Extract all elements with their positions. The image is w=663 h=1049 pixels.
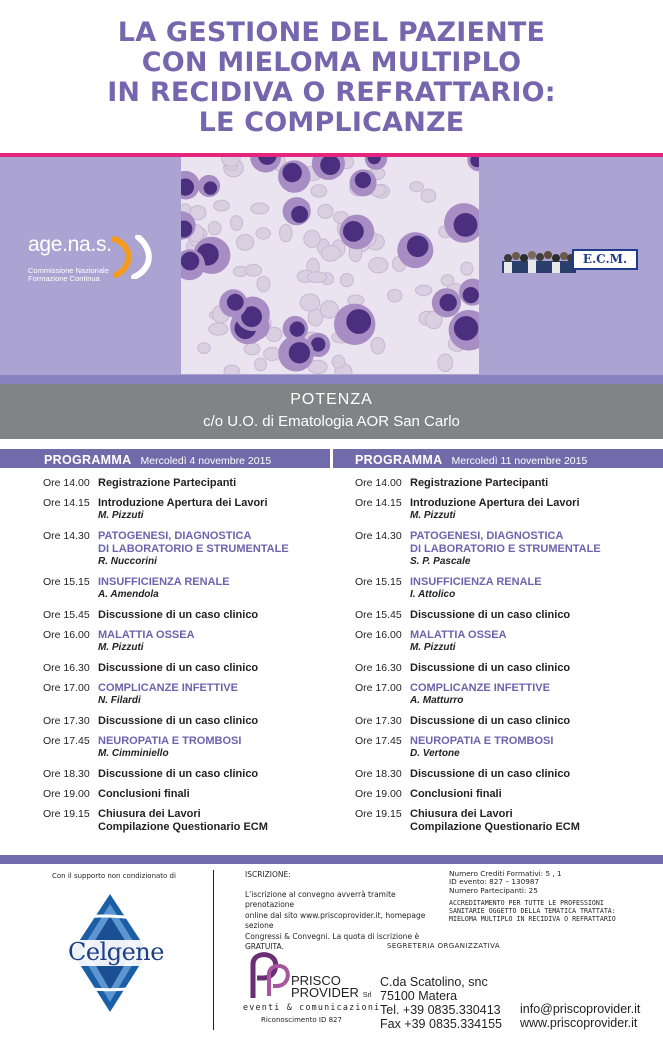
program-speaker: M. Pizzuti	[98, 642, 144, 653]
registration-info	[245, 870, 445, 953]
program-speaker: M. Pizzuti	[410, 642, 456, 653]
program-time: Ore 15.45	[43, 609, 90, 621]
program-time: Ore 15.45	[355, 609, 402, 621]
program-item	[355, 662, 655, 675]
program-item	[43, 629, 343, 654]
program-item	[43, 682, 343, 707]
program-time: Ore 19.00	[355, 788, 402, 800]
program-session-title: Discussione di un caso clinico	[98, 662, 259, 674]
program-session-title: Discussione di un caso clinico	[98, 715, 259, 727]
program-time: Ore 14.00	[43, 477, 90, 489]
microscopy-image	[181, 157, 479, 374]
program-item	[355, 735, 655, 760]
program-header-left	[0, 449, 330, 468]
address-street: C.da Scatolino, snc	[380, 975, 488, 989]
program-item	[43, 576, 343, 601]
accreditation	[449, 899, 659, 923]
program-list-left	[43, 477, 343, 842]
program-time: Ore 17.45	[43, 735, 90, 747]
program-time: Ore 15.15	[355, 576, 402, 588]
program-item	[355, 808, 655, 834]
prisco-recognition: Riconoscimento ID 827	[261, 1016, 342, 1024]
fax: Fax +39 0835.334155	[380, 1017, 502, 1031]
accreditation-3: MIELOMA MULTIPLO IN RECIDIVA O REFRATTARIO	[449, 915, 616, 924]
program-item	[355, 788, 655, 801]
ecm-badge: E.C.M.	[572, 249, 638, 270]
program-date: Mercoledì 11 novembre 2015	[451, 455, 588, 467]
program-session-title: Introduzione Apertura dei Lavori	[98, 497, 268, 509]
program-session-title: COMPLICANZE INFETTIVE	[410, 682, 550, 694]
program-item	[43, 530, 343, 568]
program-list-right	[355, 477, 655, 842]
agenas-logo	[28, 233, 158, 283]
program-item	[43, 735, 343, 760]
program-speaker: N. Filardi	[98, 695, 141, 706]
event-id: ID evento: 827 – 130987	[449, 877, 540, 887]
program-speaker: A. Matturro	[410, 695, 464, 706]
program-item	[355, 682, 655, 707]
credits-count: Numero Crediti Formativi: 5 , 1	[449, 869, 562, 878]
program-date: Mercoledì 4 novembre 2015	[140, 455, 272, 467]
program-session-title: Chiusura dei Lavori	[410, 808, 513, 820]
program-item	[355, 477, 655, 490]
venue-top-strip	[0, 375, 663, 384]
program-time: Ore 19.15	[355, 808, 402, 820]
program-item	[355, 768, 655, 781]
program-session-title: MALATTIA OSSEA	[410, 629, 507, 641]
email-link[interactable]: info@priscoprovider.it	[520, 1002, 641, 1016]
celgene-logo	[38, 890, 208, 1025]
program-label: PROGRAMMA	[44, 453, 132, 467]
sponsor-name: Celgene	[68, 938, 164, 966]
credits-info	[449, 870, 659, 923]
agenas-name: age.na.s.	[28, 233, 112, 256]
program-time: Ore 18.30	[355, 768, 402, 780]
accreditation-1: ACCREDITAMENTO PER TUTTE LE PROFESSIONI	[449, 899, 604, 908]
program-time: Ore 16.30	[43, 662, 90, 674]
program-item	[355, 715, 655, 728]
program-speaker: S. P. Pascale	[410, 556, 471, 567]
prisco-srl: Srl	[362, 992, 372, 999]
program-item	[43, 808, 343, 834]
program-item	[355, 530, 655, 568]
program-label: PROGRAMMA	[355, 453, 443, 467]
prisco-tagline: eventi & comunicazioni	[243, 1002, 381, 1012]
program-time: Ore 15.15	[43, 576, 90, 588]
program-session-title: Conclusioni finali	[98, 788, 190, 800]
venue-location: c/o U.O. di Ematologia AOR San Carlo	[203, 413, 460, 430]
program-item	[355, 629, 655, 654]
program-item	[43, 788, 343, 801]
program-time: Ore 17.00	[355, 682, 402, 694]
poster-title	[0, 18, 663, 138]
program-session-title: MALATTIA OSSEA	[98, 629, 195, 641]
program-header-right	[333, 449, 663, 468]
program-session-title: Chiusura dei Lavori	[98, 808, 201, 820]
program-session-title: PATOGENESI, DIAGNOSTICA	[410, 530, 564, 542]
program-item	[43, 715, 343, 728]
program-session-title: Registrazione Partecipanti	[410, 477, 549, 489]
participants-count: Numero Partecipanti: 25	[449, 885, 538, 895]
program-time: Ore 16.00	[355, 629, 402, 641]
program-item	[355, 576, 655, 601]
program-time: Ore 14.30	[43, 530, 90, 542]
program-session-subtitle: Compilazione Questionario ECM	[410, 821, 580, 833]
program-session-title: Introduzione Apertura dei Lavori	[410, 497, 580, 509]
program-time: Ore 17.45	[355, 735, 402, 747]
program-session-title: Conclusioni finali	[410, 788, 502, 800]
prisco-mark-icon	[245, 950, 293, 1000]
program-time: Ore 14.15	[43, 497, 90, 509]
program-time: Ore 18.30	[43, 768, 90, 780]
ecm-logo	[502, 245, 640, 275]
title-line-2: CON MIELOMA MULTIPLO	[141, 47, 522, 78]
program-time: Ore 19.00	[43, 788, 90, 800]
program-speaker: A. Amendola	[98, 589, 159, 600]
program-item	[43, 477, 343, 490]
agenas-sub-1: Commissione Nazionale	[28, 266, 109, 275]
website-link[interactable]: www.priscoprovider.it	[520, 1016, 638, 1030]
program-session-subtitle: Compilazione Questionario ECM	[98, 821, 268, 833]
program-time: Ore 16.30	[355, 662, 402, 674]
title-line-3: IN RECIDIVA O REFRATTARIO:	[107, 77, 556, 108]
agenas-sub-2: Formazione Continua	[28, 274, 100, 283]
program-item	[355, 609, 655, 622]
program-speaker: M. Pizzuti	[410, 510, 456, 521]
program-item	[43, 497, 343, 522]
accreditation-2: SANITARIE OGGETTO DELLA TEMATICA TRATTATA:	[449, 907, 616, 916]
program-session-subtitle: DI LABORATORIO E STRUMENTALE	[410, 543, 601, 555]
registration-title: ISCRIZIONE:	[245, 870, 291, 879]
program-session-title: Discussione di un caso clinico	[98, 609, 259, 621]
program-item	[43, 609, 343, 622]
doctors-group-icon	[502, 247, 576, 273]
program-speaker: M. Cimminiello	[98, 748, 169, 759]
program-session-title: Discussione di un caso clinico	[98, 768, 259, 780]
prisco-name-1: PRISCO	[291, 973, 341, 988]
program-time: Ore 14.00	[355, 477, 402, 489]
program-item	[43, 768, 343, 781]
program-session-title: Registrazione Partecipanti	[98, 477, 237, 489]
program-speaker: M. Pizzuti	[98, 510, 144, 521]
organizing-secretariat-label: SEGRETERIA ORGANIZZATIVA	[387, 942, 501, 950]
support-note: Con il supporto non condizionato di	[52, 872, 176, 880]
program-speaker: R. Nuccorini	[98, 556, 157, 567]
program-time: Ore 14.30	[355, 530, 402, 542]
program-session-title: NEUROPATIA E TROMBOSI	[98, 735, 242, 747]
program-session-subtitle: DI LABORATORIO E STRUMENTALE	[98, 543, 289, 555]
program-speaker: D. Vertone	[410, 748, 460, 759]
registration-text-3: Congressi & Convegni. La quota di iscrizione è GRATUITA.	[245, 931, 420, 951]
program-speaker: I. Attolico	[410, 589, 456, 600]
program-time: Ore 14.15	[355, 497, 402, 509]
program-session-title: Discussione di un caso clinico	[410, 715, 571, 727]
program-time: Ore 17.00	[43, 682, 90, 694]
venue-band	[0, 384, 663, 439]
registration-text-2: online dal sito www.priscoprovider.it, homepage sezione	[245, 910, 426, 930]
program-time: Ore 17.30	[355, 715, 402, 727]
program-session-title: Discussione di un caso clinico	[410, 768, 571, 780]
program-session-title: NEUROPATIA E TROMBOSI	[410, 735, 554, 747]
address-block	[380, 975, 502, 1031]
program-session-title: PATOGENESI, DIAGNOSTICA	[98, 530, 252, 542]
program-session-title: COMPLICANZE INFETTIVE	[98, 682, 238, 694]
program-session-title: INSUFFICIENZA RENALE	[98, 576, 230, 588]
program-time: Ore 19.15	[43, 808, 90, 820]
registration-text-1: L'iscrizione al convegno avverrà tramite prenotazione	[245, 889, 396, 909]
program-session-title: Discussione di un caso clinico	[410, 662, 571, 674]
title-line-4: LE COMPLICANZE	[198, 107, 465, 138]
venue-city: POTENZA	[290, 391, 373, 408]
program-session-title: INSUFFICIENZA RENALE	[410, 576, 542, 588]
address-city: 75100 Matera	[380, 989, 458, 1003]
prisco-name-2: PROVIDER	[291, 985, 359, 1000]
program-session-title: Discussione di un caso clinico	[410, 609, 571, 621]
program-time: Ore 17.30	[43, 715, 90, 727]
program-time: Ore 16.00	[43, 629, 90, 641]
title-line-1: LA GESTIONE DEL PAZIENTE	[117, 17, 546, 48]
program-item	[43, 662, 343, 675]
program-item	[355, 497, 655, 522]
footer-divider	[0, 855, 663, 864]
agenas-mark-icon	[112, 235, 158, 279]
contact-block	[520, 1002, 640, 1030]
prisco-provider-logo	[243, 950, 381, 1030]
footer-vertical-rule	[213, 870, 214, 1030]
phone: Tel. +39 0835.330413	[380, 1003, 501, 1017]
